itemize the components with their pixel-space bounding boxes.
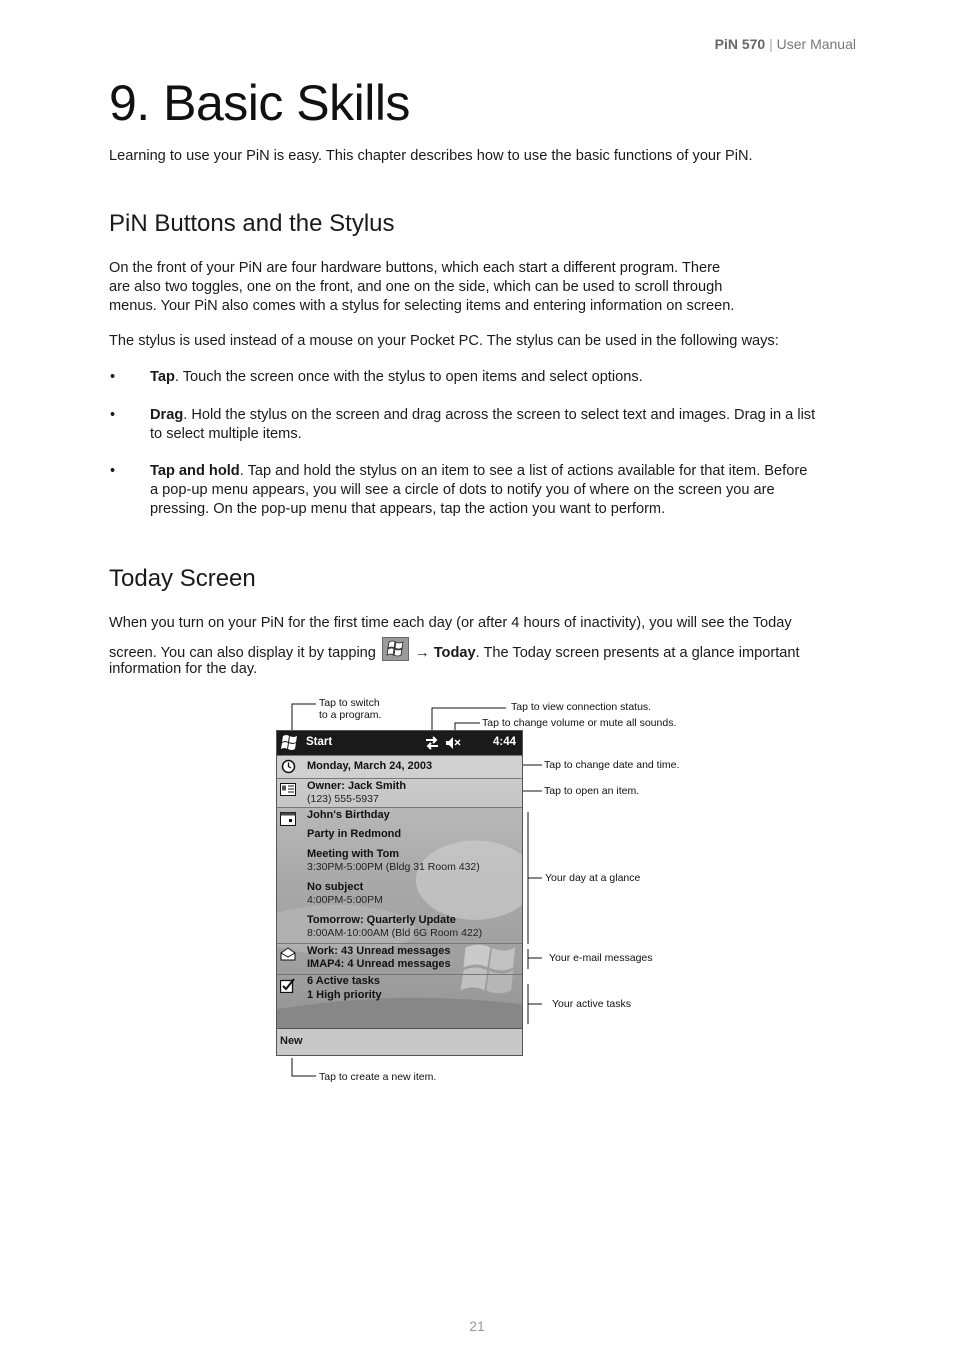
header-product: PiN 570 bbox=[714, 36, 766, 52]
menu-bar bbox=[277, 1028, 522, 1055]
owner-card-icon bbox=[280, 783, 296, 796]
annotation-switch-line2: to a program. bbox=[319, 709, 382, 721]
today-para-pre: screen. You can also display it by tapping bbox=[109, 645, 376, 661]
annotation-day-glance: Your day at a glance bbox=[545, 872, 641, 884]
separator-calendar bbox=[277, 943, 522, 944]
today-para-line1: When you turn on your PiN for the first time each day (or after 4 hours of inactivity), you will see the Today bbox=[109, 615, 792, 631]
calendar-event-2[interactable]: Party in Redmond bbox=[307, 828, 402, 840]
bullet-text-tap bbox=[150, 368, 643, 387]
bullet-text-taphold-l3: pressing. On the pop-up menu that appears, tap the action you want to perform. bbox=[150, 501, 666, 517]
annotation-tasks: Your active tasks bbox=[552, 998, 631, 1010]
annotation-switch-line1: Tap to switch bbox=[319, 697, 380, 709]
page-number: 21 bbox=[469, 1318, 485, 1334]
annotation-connection: Tap to view connection status. bbox=[511, 701, 652, 713]
section1-para1-line3: menus. Your PiN also comes with a stylus for selecting items and entering information on screen. bbox=[109, 298, 735, 314]
clock-icon bbox=[281, 759, 296, 774]
calendar-icon bbox=[280, 812, 296, 826]
date-text: Monday, March 24, 2003 bbox=[307, 760, 433, 772]
section1-para2: The stylus is used instead of a mouse on your Pocket PC. The stylus can be used in the following ways: bbox=[109, 333, 779, 349]
today-para-post: . The Today screen presents at a glance important bbox=[475, 645, 800, 661]
mail-imap4[interactable]: IMAP4: 4 Unread messages bbox=[307, 958, 451, 970]
tasks-checkbox-icon bbox=[280, 978, 295, 993]
desc-tap: . Touch the screen once with the stylus to open items and select options. bbox=[174, 369, 643, 385]
taskbar bbox=[277, 731, 522, 755]
start-windows-icon bbox=[382, 637, 409, 661]
bullet-text-taphold-l2: a pop-up menu appears, you will see a circle of dots to notify you of where on the screen you are bbox=[150, 482, 775, 498]
header-doc: User Manual bbox=[776, 36, 856, 52]
owner-phone: (123) 555-5937 bbox=[307, 793, 379, 805]
owner-row[interactable] bbox=[277, 779, 522, 807]
annotation-date-time: Tap to change date and time. bbox=[544, 759, 680, 771]
desc-drag: . Hold the stylus on the screen and drag across the screen to select text and images. Drag in a list bbox=[183, 407, 816, 423]
bullet-tap: • bbox=[110, 369, 116, 385]
separator-owner bbox=[277, 807, 522, 808]
desc-tap-hold: . Tap and hold the stylus on an item to see a list of actions available for that item. Before bbox=[239, 463, 808, 479]
bullet-text-drag-l1 bbox=[150, 406, 815, 425]
term-tap: Tap bbox=[150, 369, 175, 385]
calendar-event-4-time: 4:00PM-5:00PM bbox=[307, 894, 383, 906]
today-para-line3: information for the day. bbox=[109, 661, 258, 677]
chapter-intro: Learning to use your PiN is easy. This chapter describes how to use the basic functions of your PiN. bbox=[109, 148, 753, 164]
calendar-event-1[interactable]: John's Birthday bbox=[307, 809, 390, 821]
annotation-open-item: Tap to open an item. bbox=[544, 785, 640, 797]
connection-icon[interactable] bbox=[425, 736, 439, 750]
today-screen bbox=[276, 730, 523, 1056]
calendar-event-5[interactable]: Tomorrow: Quarterly Update bbox=[307, 914, 456, 926]
annotation-email: Your e-mail messages bbox=[549, 952, 653, 964]
section-title-buttons: PiN Buttons and the Stylus bbox=[109, 210, 395, 237]
term-drag: Drag bbox=[150, 407, 184, 423]
section1-para1-line2: are also two toggles, one on the front, and one on the side, which can be used to scroll through bbox=[109, 279, 723, 295]
bullet-text-taphold-l1 bbox=[150, 462, 807, 481]
section1-para1-line1: On the front of your PiN are four hardware buttons, which each start a different program. There bbox=[109, 260, 721, 276]
today-screen-figure bbox=[272, 694, 700, 1090]
bullet-text-drag-l2: to select multiple items. bbox=[150, 426, 302, 442]
today-para-bold: Today bbox=[433, 645, 476, 661]
calendar-event-4[interactable]: No subject bbox=[307, 881, 364, 893]
today-para-arrow: → bbox=[415, 645, 430, 661]
bullet-drag: • bbox=[110, 407, 116, 423]
bullet-tap-hold: • bbox=[110, 463, 116, 479]
mail-work[interactable]: Work: 43 Unread messages bbox=[307, 945, 451, 957]
section-title-today: Today Screen bbox=[109, 565, 256, 592]
header-separator: | bbox=[769, 36, 773, 52]
term-tap-hold: Tap and hold bbox=[150, 463, 240, 479]
volume-icon[interactable] bbox=[445, 736, 461, 750]
inbox-icon bbox=[280, 947, 296, 961]
tasks-active[interactable]: 6 Active tasks bbox=[307, 975, 380, 987]
running-header bbox=[715, 36, 856, 52]
annotation-volume: Tap to change volume or mute all sounds. bbox=[482, 717, 677, 729]
clock[interactable]: 4:44 bbox=[492, 736, 516, 748]
calendar-event-5-time: 8:00AM-10:00AM (Bld 6G Room 422) bbox=[307, 927, 483, 939]
tasks-priority[interactable]: 1 High priority bbox=[307, 989, 382, 1001]
date-row[interactable] bbox=[277, 756, 522, 778]
annotation-new-item: Tap to create a new item. bbox=[319, 1071, 437, 1083]
start-label[interactable]: Start bbox=[306, 736, 333, 748]
annotation-switch-program bbox=[319, 697, 381, 721]
calendar-event-3[interactable]: Meeting with Tom bbox=[307, 848, 400, 860]
chapter-title: 9. Basic Skills bbox=[109, 75, 410, 131]
new-menu-button[interactable]: New bbox=[280, 1035, 303, 1047]
calendar-event-3-time: 3:30PM-5:00PM (Bldg 31 Room 432) bbox=[307, 861, 480, 873]
start-flag-icon[interactable] bbox=[280, 734, 299, 752]
owner-name: Owner: Jack Smith bbox=[307, 780, 407, 792]
